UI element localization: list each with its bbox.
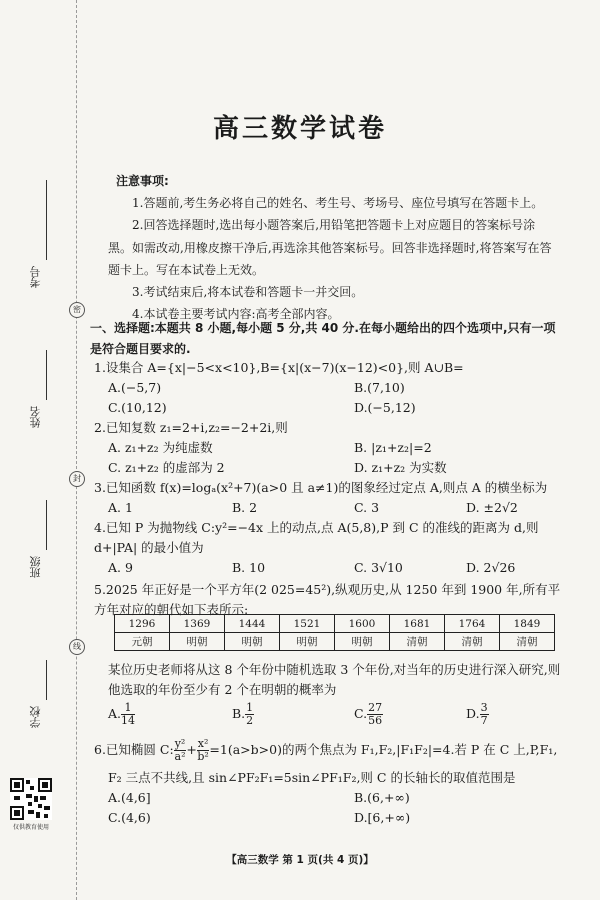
notes-heading: 注意事项:: [116, 174, 169, 188]
option-a: A. 9: [108, 560, 133, 575]
option-c: C.(10,12): [108, 400, 167, 415]
seal-mark-xian: 线: [69, 639, 85, 655]
question-2: 2.已知复数 z₁=2+i,z₂=−2+2i,则: [94, 420, 288, 435]
option-b: B.(6,+∞): [354, 790, 410, 805]
option-a: A. 1: [108, 500, 133, 515]
note-item: 4.本试卷主要考试内容:高考全部内容。: [132, 307, 340, 322]
qr-code: [10, 778, 52, 832]
question-6: 6.已知椭圆 C: $\frac{\text{y²}}{\text{a²}}$ + $\frac{\text{x²}}{\text{b²}}$ =1(a>b>0)的两个焦点为 F₁,F₂,|F₁F₂|=4.若 P 在 C 上,P,F₁,: [94, 737, 558, 763]
seal-mark-feng: 封: [69, 471, 85, 487]
table-cell: 明朝: [280, 633, 335, 651]
question-5: 5.2025 年正好是一个平方年(2 025=45²),纵观历史,从 1250 年到 1900 年,所有平方年对应的朝代如下表所示:: [94, 582, 561, 617]
table-cell: 清朝: [500, 633, 555, 651]
option-c: C. $\frac{27}{56}$: [354, 701, 383, 727]
option-c: C.(4,6): [108, 810, 151, 825]
table-cell: 1369: [170, 615, 225, 633]
option-a: A.(−5,7): [108, 380, 162, 395]
table-cell: 1600: [335, 615, 390, 633]
field-class: 班级: [28, 500, 50, 578]
option-b: B. $\frac{1}{2}$: [232, 701, 254, 727]
option-c: C. 3: [354, 500, 380, 515]
table-cell: 元朝: [115, 633, 170, 651]
option-a: A. $\frac{1}{14}$: [108, 701, 136, 727]
page-footer: 【高三数学 第 1 页(共 4 页)】: [226, 854, 374, 866]
option-c: C. z₁+z₂ 的虚部为 2: [108, 460, 225, 475]
field-school: 学校: [28, 660, 50, 728]
note-item: 2.回答选择题时,选出每小题答案后,用铅笔把答题卡上对应题目的答案标号涂黑。如需改动,用橡皮擦干净后,再选涂其他答案标号。回答非选择题时,将答案写在答题卡上。写在本试卷上无效。: [108, 218, 552, 277]
option-d: D. $\frac{3}{7}$: [466, 701, 488, 727]
seal-mark-mi: 密: [69, 302, 85, 318]
page-title: 高三数学试卷: [212, 114, 387, 144]
table-cell: 清朝: [445, 633, 500, 651]
field-name: 姓名: [28, 350, 50, 428]
note-item: 3.考试结束后,将本试卷和答题卡一并交回。: [132, 285, 364, 300]
table-cell: 明朝: [225, 633, 280, 651]
table-cell: 1444: [225, 615, 280, 633]
qr-code-icon: [10, 778, 52, 820]
question-3: 3.已知函数 f(x)=logₐ(x²+7)(a>0 且 a≠1)的图象经过定点 A,则点 A 的横坐标为: [94, 480, 548, 495]
option-d: D.(−5,12): [354, 400, 416, 415]
question-6-text: F₂ 三点不共线,且 sin∠PF₂F₁=5sin∠PF₁F₂,则 C 的长轴长的取值范围是: [108, 770, 516, 785]
option-d: D. 2√26: [466, 560, 516, 575]
option-a: A.(4,6]: [108, 790, 151, 805]
table-cell: 明朝: [335, 633, 390, 651]
table-cell: 明朝: [170, 633, 225, 651]
option-d: D.[6,+∞): [354, 810, 411, 825]
field-exam-number: 考号: [28, 180, 50, 288]
question-1: 1.设集合 A={x|−5<x<10},B={x|(x−7)(x−12)<0},则 A∪B=: [94, 360, 464, 375]
option-b: B. 2: [232, 500, 258, 515]
table-cell: 1764: [445, 615, 500, 633]
question-5-text: 某位历史老师将从这 8 个年份中随机选取 3 个年份,对当年的历史进行深入研究,则他选取的年份至少有 2 个在明朝的概率为: [108, 662, 561, 697]
note-item: 1.答题前,考生务必将自己的姓名、考生号、考场号、座位号填写在答题卡上。: [132, 196, 544, 211]
option-c: C. 3√10: [354, 560, 403, 575]
option-b: B. |z₁+z₂|=2: [354, 440, 432, 455]
table-row: [115, 633, 555, 651]
option-a: A. z₁+z₂ 为纯虚数: [108, 440, 213, 455]
table-cell: 1681: [390, 615, 445, 633]
table-row: [115, 615, 555, 633]
section-heading: 一、选择题:本题共 8 小题,每小题 5 分,共 40 分.在每小题给出的四个选项中,只有一项是符合题目要求的.: [90, 321, 556, 356]
table-cell: 清朝: [390, 633, 445, 651]
table-cell: 1849: [500, 615, 555, 633]
year-table: [114, 614, 555, 651]
qr-caption: 仅供教育使用: [12, 824, 49, 831]
option-d: D. z₁+z₂ 为实数: [354, 460, 447, 475]
option-b: B. 10: [232, 560, 266, 575]
option-b: B.(7,10): [354, 380, 405, 395]
question-4: 4.已知 P 为抛物线 C:y²=−4x 上的动点,点 A(5,8),P 到 C 的准线的距离为 d,则 d+|PA| 的最小值为: [94, 520, 539, 555]
option-d: D. ±2√2: [466, 500, 518, 515]
table-cell: 1521: [280, 615, 335, 633]
table-cell: 1296: [115, 615, 170, 633]
notes-block: [108, 170, 553, 325]
